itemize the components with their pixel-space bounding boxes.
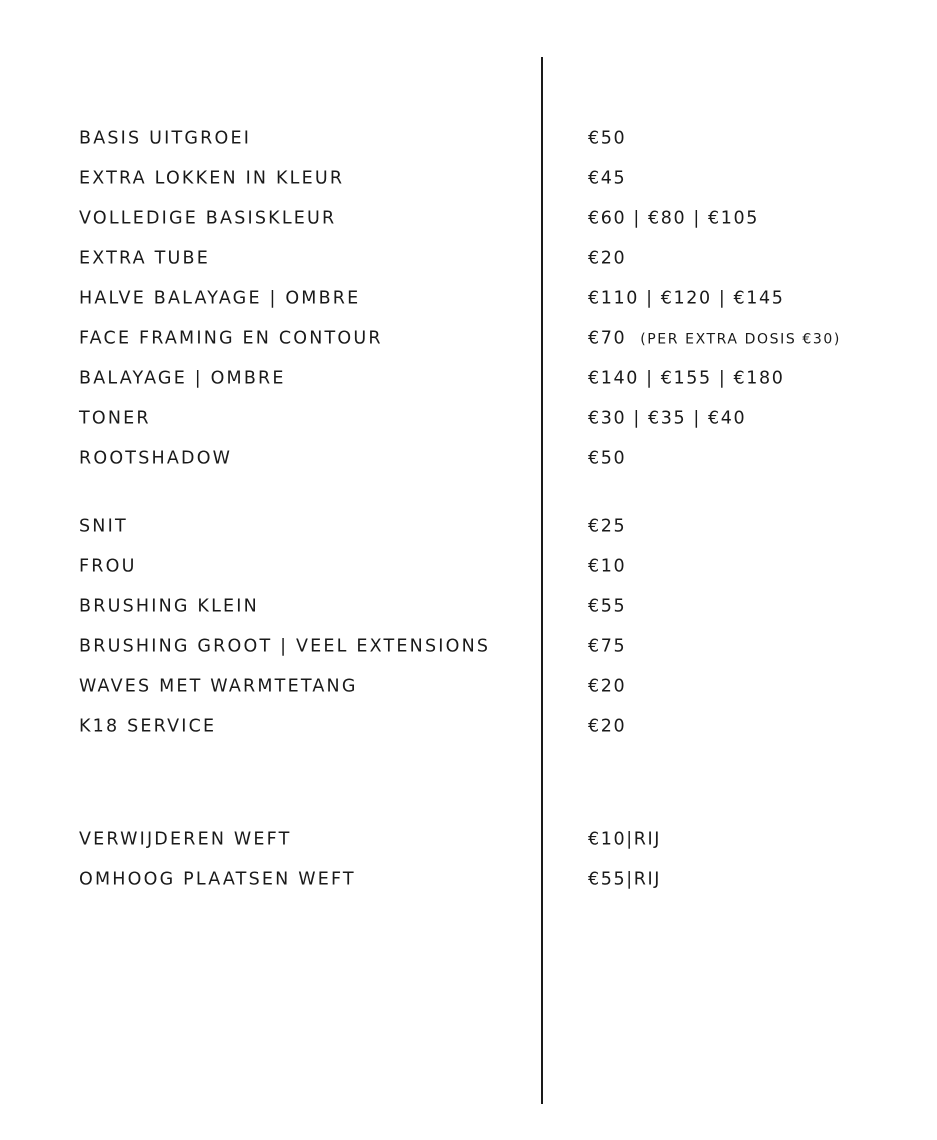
- service-price: €20: [588, 248, 627, 269]
- service-name: TONER: [79, 408, 151, 429]
- price-row: [0, 820, 937, 860]
- service-price: €10|RIJ: [588, 829, 661, 850]
- service-price: €55|RIJ: [588, 869, 661, 890]
- price-row: [0, 860, 937, 900]
- service-name: BRUSHING GROOT | VEEL EXTENSIONS: [79, 636, 491, 657]
- service-name: EXTRA TUBE: [79, 248, 210, 269]
- service-price: €45: [588, 168, 627, 189]
- service-price: €50: [588, 448, 627, 469]
- service-price-value: €70: [588, 328, 627, 349]
- service-name: VERWIJDEREN WEFT: [79, 829, 292, 850]
- price-section-styling: [0, 507, 937, 747]
- service-name: WAVES MET WARMTETANG: [79, 676, 358, 697]
- service-price: €20: [588, 716, 627, 737]
- service-name: ROOTSHADOW: [79, 448, 233, 469]
- service-name: BALAYAGE | OMBRE: [79, 368, 286, 389]
- service-name: K18 SERVICE: [79, 716, 217, 737]
- service-price: €110 | €120 | €145: [588, 288, 785, 309]
- price-row: [0, 707, 937, 747]
- price-row: [0, 319, 937, 359]
- service-price: €50: [588, 128, 627, 149]
- service-name: VOLLEDIGE BASISKLEUR: [79, 208, 337, 229]
- price-row: [0, 627, 937, 667]
- service-price: €20: [588, 676, 627, 697]
- service-name: BRUSHING KLEIN: [79, 596, 259, 617]
- price-row: [0, 399, 937, 439]
- price-row: [0, 507, 937, 547]
- price-row: [0, 119, 937, 159]
- service-name: BASIS UITGROEI: [79, 128, 252, 149]
- service-price: €75: [588, 636, 627, 657]
- service-name: SNIT: [79, 516, 128, 537]
- price-row: [0, 359, 937, 399]
- service-price: €140 | €155 | €180: [588, 368, 785, 389]
- price-row: [0, 279, 937, 319]
- price-row: [0, 667, 937, 707]
- service-name: FROU: [79, 556, 137, 577]
- price-row: [0, 439, 937, 479]
- price-row: [0, 547, 937, 587]
- service-name: HALVE BALAYAGE | OMBRE: [79, 288, 361, 309]
- service-name: FACE FRAMING EN CONTOUR: [79, 328, 383, 349]
- service-price: €25: [588, 516, 627, 537]
- price-row: [0, 159, 937, 199]
- service-name: OMHOOG PLAATSEN WEFT: [79, 869, 356, 890]
- price-section-color: [0, 119, 937, 479]
- price-row: [0, 239, 937, 279]
- price-row: [0, 199, 937, 239]
- service-price: €55: [588, 596, 627, 617]
- service-price: €30 | €35 | €40: [588, 408, 747, 429]
- service-price-note: (PER EXTRA DOSIS €30): [640, 331, 841, 348]
- service-name: EXTRA LOKKEN IN KLEUR: [79, 168, 345, 189]
- price-section-weft: [0, 820, 937, 900]
- price-row: [0, 587, 937, 627]
- service-price: €10: [588, 556, 627, 577]
- service-price-with-note: [588, 330, 841, 348]
- service-price: €60 | €80 | €105: [588, 208, 759, 229]
